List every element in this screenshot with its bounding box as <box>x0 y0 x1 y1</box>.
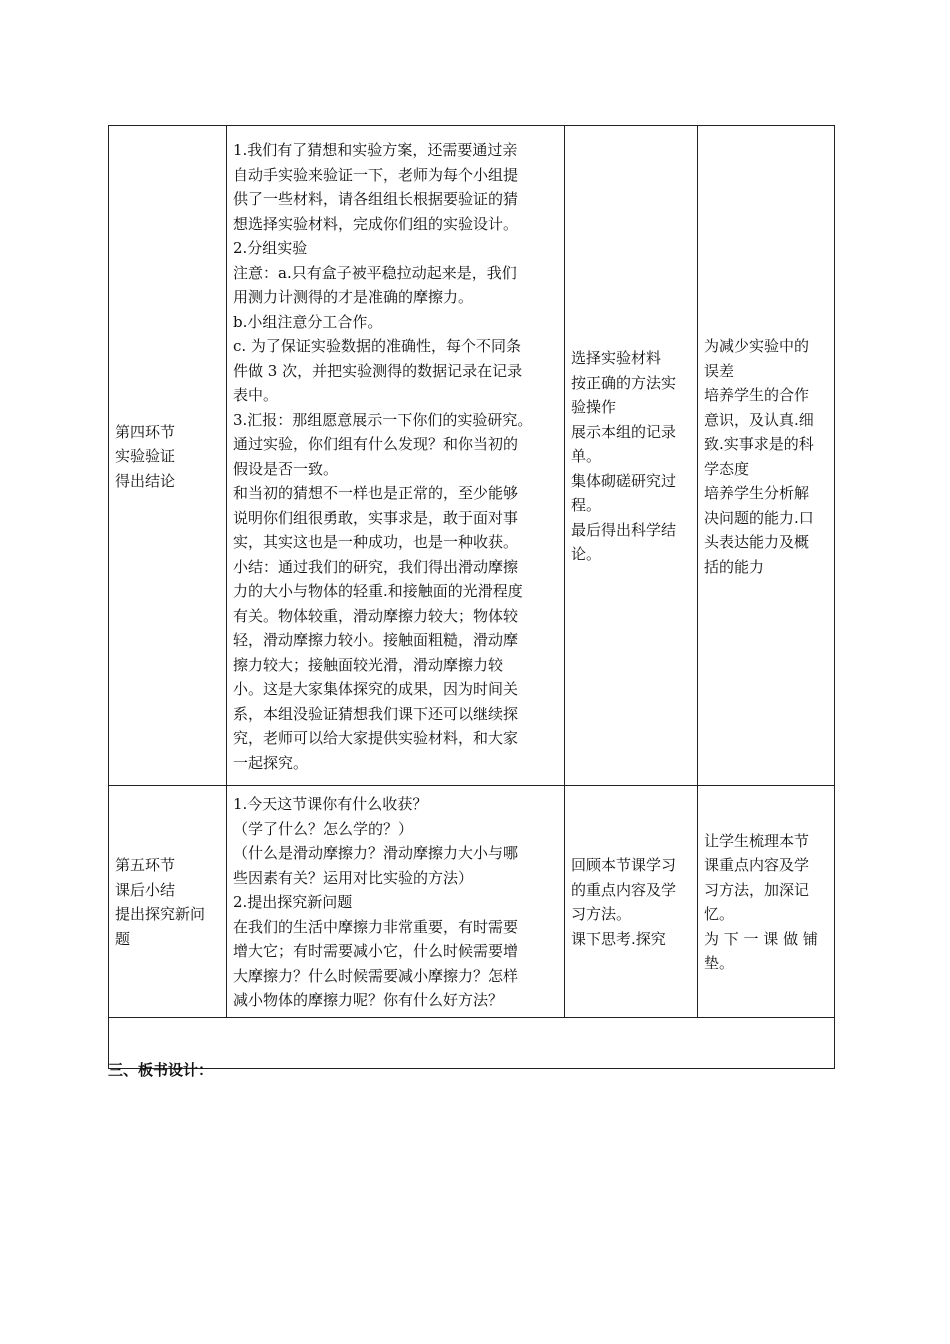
text-line: c. 为了保证实验数据的准确性，每个不同条 <box>233 337 521 355</box>
text-line: 第四环节 <box>115 422 176 441</box>
text-line: 2.提出探究新问题 <box>233 893 353 911</box>
text-line: 供了一些材料，请各组组长根据要验证的猜 <box>233 190 519 208</box>
text-line: 学态度 <box>704 459 750 478</box>
text-line: 致.实事求是的科 <box>704 435 814 453</box>
text-line: 括的能力 <box>704 557 765 576</box>
text-line: 注意：a.只有盒子被平稳拉动起来是，我们 <box>233 263 517 282</box>
text-line: 用测力计测得的才是准确的摩擦力。 <box>233 288 474 306</box>
table-row-empty <box>109 1017 835 1068</box>
text-line: 提出探究新问 <box>115 905 206 924</box>
text-line: 意识，及认真.细 <box>704 410 814 429</box>
text-line: 自动手实验来验证一下，老师为每个小组提 <box>233 165 519 184</box>
text-line: 的重点内容及学 <box>571 880 677 899</box>
text-line: 实验验证 <box>115 447 176 466</box>
text-line: 2.分组实验 <box>233 239 308 257</box>
stage-cell <box>109 126 227 786</box>
text-line: 大摩擦力？什么时候需要减小摩擦力？怎样 <box>233 966 519 985</box>
text-line: 垫。 <box>704 954 735 973</box>
text-line: 验操作 <box>571 398 617 417</box>
text-line: 最后得出科学结 <box>571 520 677 539</box>
text-line: 课后小结 <box>115 880 176 899</box>
text-line: 实，其实这也是一种成功，也是一种收获。 <box>233 533 519 551</box>
text-line: 些因素有关？运用对比实验的方法） <box>233 868 474 887</box>
text-line: 习方法。 <box>571 905 632 924</box>
text-line: 集体砌磋研究过 <box>571 471 677 490</box>
text-line: 想选择实验材料，完成你们组的实验设计。 <box>233 214 519 233</box>
text-line: 通过实验，你们组有什么发现？和你当初的 <box>233 435 519 453</box>
text-line: 假设是否一致。 <box>233 459 339 478</box>
text-line: 展示本组的记录 <box>571 422 677 441</box>
text-line: 件做 3 次，并把实验测得的数据记录在记录 <box>233 361 523 380</box>
text-line: 为 下 一 课 做 铺 <box>704 929 818 948</box>
text-line: 单。 <box>571 447 602 466</box>
text-line: 减小物体的摩擦力呢？你有什么好方法？ <box>233 991 504 1009</box>
text-line: 头表达能力及概 <box>704 533 810 551</box>
text-line: 习方法，加深记 <box>704 880 810 899</box>
text-line: 选择实验材料 <box>571 349 662 368</box>
text-line: 说明你们组很勇敢，实事求是，敢于面对事 <box>233 508 519 527</box>
text-line: 和当初的猜想不一样也是正常的，至少能够 <box>233 484 519 502</box>
student-activity-cell <box>565 126 698 786</box>
text-line: 小结：通过我们的研究，我们得出滑动摩擦 <box>233 557 519 576</box>
text-line: 系，本组没验证猜想我们课下还可以继续探 <box>233 704 519 723</box>
text-line: 小。这是大家集体探究的成果，因为时间关 <box>233 680 519 698</box>
text-line: 论。 <box>571 545 602 564</box>
text-line: 得出结论 <box>115 471 176 490</box>
lesson-plan-table <box>108 125 835 1069</box>
text-line: 究，老师可以给大家提供实验材料，和大家 <box>233 729 519 747</box>
teacher-activity-cell <box>227 126 565 786</box>
text-line: 忆。 <box>704 905 735 924</box>
text-line: 轻，滑动摩擦力较小。接触面粗糙，滑动摩 <box>233 631 519 649</box>
text-line: （什么是滑动摩擦力？滑动摩擦力大小与哪 <box>233 844 519 862</box>
text-line: 力的大小与物体的轻重.和接触面的光滑程度 <box>233 582 523 600</box>
text-line: 表中。 <box>233 386 279 404</box>
empty-cell <box>109 1017 835 1068</box>
text-line: 程。 <box>571 496 602 515</box>
text-line: 增大它；有时需要减小它，什么时候需要增 <box>233 942 519 960</box>
text-line: 1.今天这节课你有什么收获？ <box>233 795 428 813</box>
design-intent-cell <box>698 786 835 1018</box>
text-line: b.小组注意分工合作。 <box>233 312 383 331</box>
design-intent-cell <box>698 126 835 786</box>
table-row-stage-5 <box>109 786 835 1018</box>
text-line: 按正确的方法实 <box>571 373 677 392</box>
text-line: 3.汇报：那组愿意展示一下你们的实验研究。 <box>233 410 533 429</box>
table-row-stage-4 <box>109 126 835 786</box>
text-line: 培养学生的合作 <box>704 386 810 404</box>
text-line: 擦力较大；接触面较光滑，滑动摩擦力较 <box>233 655 504 674</box>
text-line: 题 <box>115 929 131 948</box>
student-activity-cell <box>565 786 698 1018</box>
text-line: 课重点内容及学 <box>704 856 810 875</box>
text-line: 第五环节 <box>115 856 176 875</box>
text-line: 1.我们有了猜想和实验方案，还需要通过亲 <box>233 141 518 159</box>
teacher-activity-cell <box>227 786 565 1018</box>
text-line: 决问题的能力.口 <box>704 508 814 527</box>
text-line: 课下思考.探究 <box>571 929 666 948</box>
text-line: 误差 <box>704 361 735 380</box>
text-line: 在我们的生活中摩擦力非常重要，有时需要 <box>233 917 519 936</box>
stage-cell <box>109 786 227 1018</box>
text-line: 培养学生分析解 <box>704 484 810 502</box>
text-line: 回顾本节课学习 <box>571 856 677 875</box>
text-line: （学了什么？怎么学的？） <box>233 819 414 838</box>
text-line: 为减少实验中的 <box>704 337 810 355</box>
section-heading-board-design: 三、板书设计： <box>108 1061 214 1079</box>
text-line: 让学生梳理本节 <box>704 831 810 850</box>
text-line: 一起探究。 <box>233 753 309 772</box>
text-line: 有关。物体较重，滑动摩擦力较大；物体较 <box>233 606 519 625</box>
